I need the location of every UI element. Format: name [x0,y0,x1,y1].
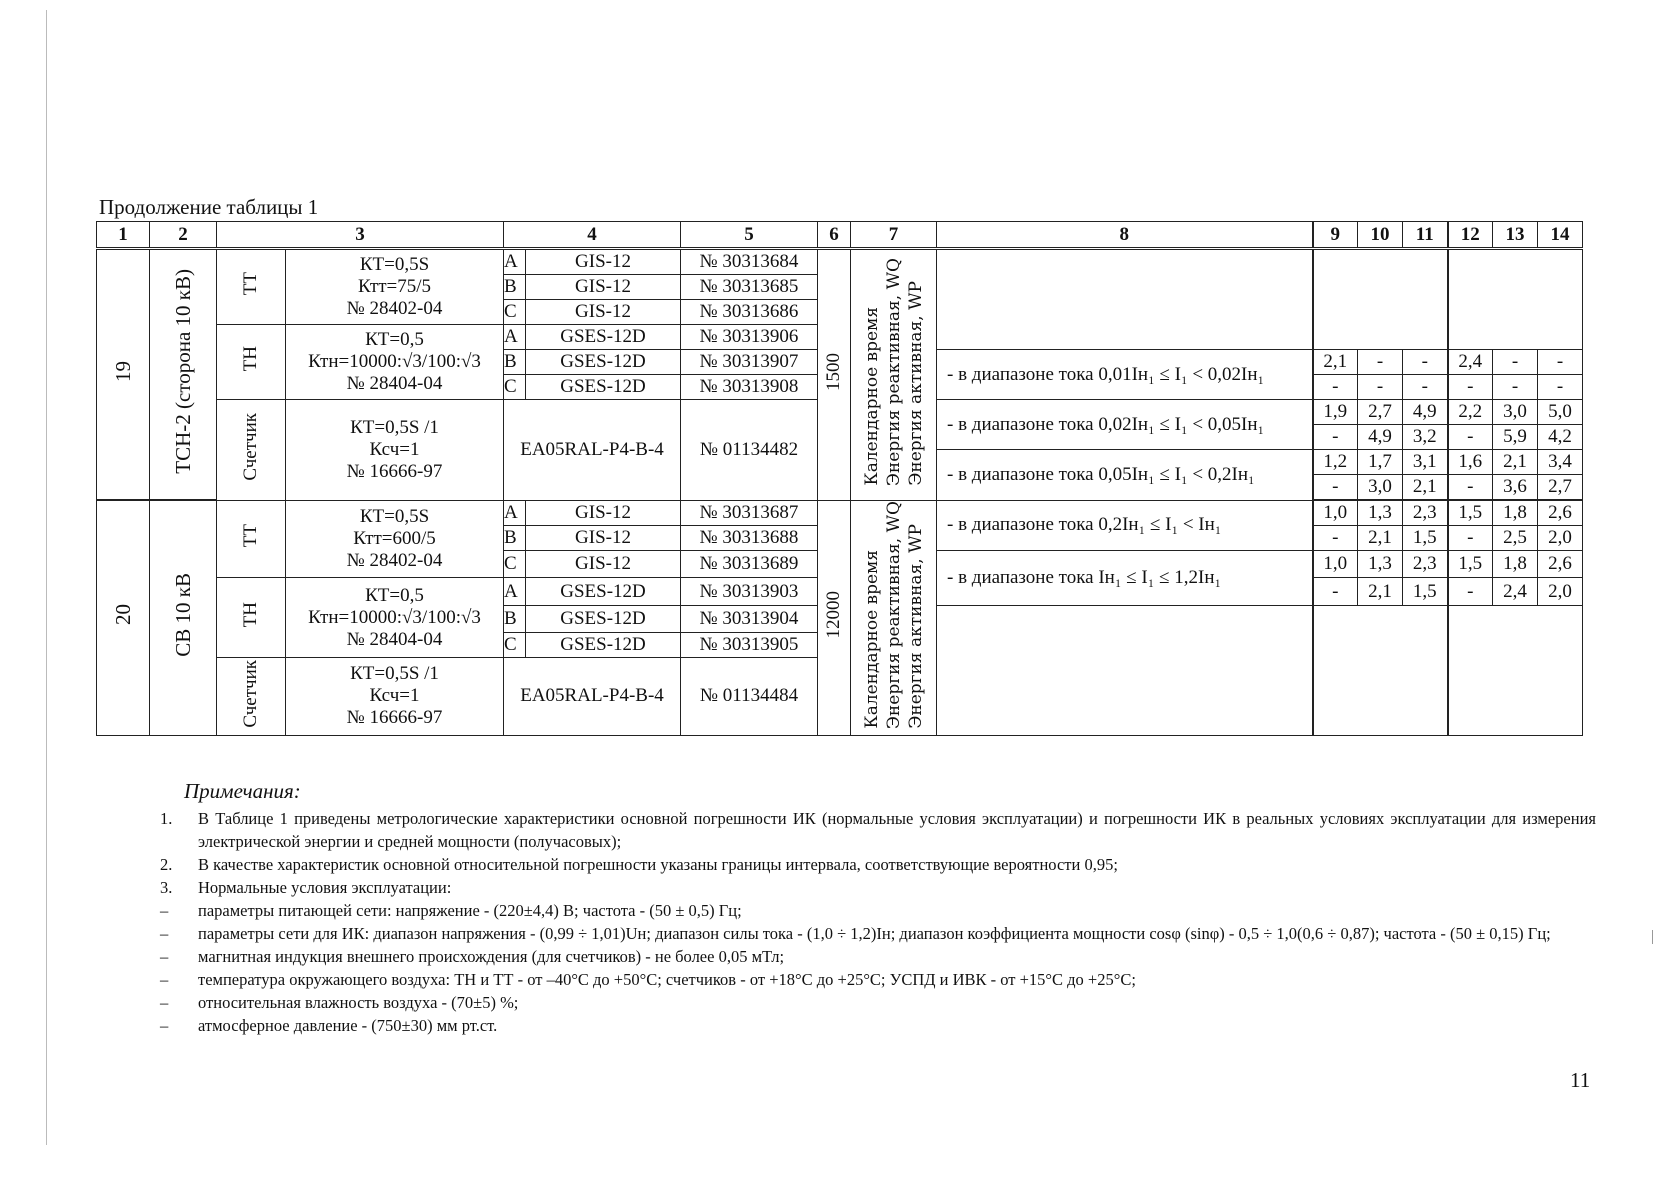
group-type: ТН [217,578,286,658]
value-cell: 1,5 [1403,578,1448,605]
current-range: - в диапазоне тока Iн₁ ≤ I₁ ≤ 1,2Iн₁ [937,551,1313,606]
range-empty [937,605,1313,735]
note-item: – атмосферное давление - (750±30) мм рт.ст. [160,1016,498,1035]
value-cell: 2,6 [1538,551,1583,578]
value-cell: 2,5 [1493,526,1538,551]
value-cell: 1,6 [1448,450,1493,475]
model: GIS-12 [526,500,681,526]
channel-name: ТСН-2 (сторона 10 кВ) [150,249,217,501]
value-cell: - [1313,425,1358,450]
value-cell: 2,0 [1538,578,1583,605]
value-cell: 4,9 [1358,425,1403,450]
serial: № 30313689 [681,551,818,578]
value-cell: 5,9 [1493,425,1538,450]
value-cell: - [1358,350,1403,375]
value-cell: - [1448,375,1493,400]
serial: № 30313687 [681,500,818,526]
value-cell: 3,6 [1493,475,1538,501]
note-item: – относительная влажность воздуха - (70±5) %; [160,993,519,1012]
note-item: – магнитная индукция внешнего происхождения (для счетчиков) - не более 0,05 мТл; [160,947,785,966]
col-header: 8 [937,222,1313,249]
model: GSES-12D [526,375,681,400]
margin-line [46,10,47,1145]
phase: C [504,551,526,578]
value-cell: 3,2 [1403,425,1448,450]
group-type: Счетчик [217,658,286,735]
group-params: КТ=0,5S Ктт=75/5 № 28402-04 [286,249,504,325]
model: GIS-12 [526,249,681,275]
channel-name: СВ 10 кВ [150,500,217,735]
values-empty [1313,249,1448,350]
value-cell: 2,6 [1538,500,1583,526]
value-cell: - [1313,578,1358,605]
current-range: - в диапазоне тока 0,05Iн₁ ≤ I₁ < 0,2Iн₁ [937,450,1313,501]
value-cell: - [1493,375,1538,400]
model: GIS-12 [526,275,681,300]
model: GIS-12 [526,300,681,325]
phase: A [504,500,526,526]
value-cell: - [1313,526,1358,551]
page-number: 11 [1570,1068,1591,1092]
value-cell: - [1313,475,1358,501]
model: GIS-12 [526,526,681,551]
measured-quantities: Календарное время Энергия реактивная, WQ Энергия активная, WP [851,249,937,501]
serial: № 30313906 [681,325,818,350]
value-cell: 3,1 [1403,450,1448,475]
group-params: КТ=0,5 Ктн=10000:√3/100:√3 № 28404-04 [286,325,504,400]
value-cell: - [1313,375,1358,400]
data-table [96,221,1583,736]
phase: C [504,633,526,658]
group-params: КТ=0,5 Ктн=10000:√3/100:√3 № 28404-04 [286,578,504,658]
group-type: ТН [217,325,286,400]
value-cell: 2,3 [1403,500,1448,526]
value-cell: 1,2 [1313,450,1358,475]
value-cell: 1,8 [1493,500,1538,526]
notes-title: Примечания: [184,779,301,803]
serial: № 01134482 [681,400,818,501]
note-item: 1. В Таблице 1 приведены метрологические характеристики основной погрешности ИК (нормальные условия эксплуатации) и погрешности ИК в реальных условиях эксплуатации для измерения электрической энергии и средней мощности (получасовых); [160,809,1596,851]
phase: B [504,350,526,375]
model: GSES-12D [526,325,681,350]
value-cell: - [1358,375,1403,400]
value-cell: 2,0 [1538,526,1583,551]
group-params: КТ=0,5S /1 Ксч=1 № 16666-97 [286,658,504,735]
note-item: – температура окружающего воздуха: ТН и ТТ - от –40°С до +50°С; счетчиков - от +18°С до +25°С; УСПД и ИВК - от +15°С до +25°С; [160,970,1136,989]
col-header: 1 [97,222,150,249]
table-caption: Продолжение таблицы 1 [99,195,319,219]
serial: № 30313685 [681,275,818,300]
col-header: 4 [504,222,681,249]
value-cell: 1,7 [1358,450,1403,475]
model: GIS-12 [526,551,681,578]
current-range: - в диапазоне тока 0,02Iн₁ ≤ I₁ < 0,05Iн₁ [937,400,1313,450]
header-row [97,222,1583,249]
coefficient: 1500 [818,249,851,501]
value-cell: - [1493,350,1538,375]
scan-mark [1652,930,1653,944]
phase: B [504,605,526,632]
channel-number: 20 [97,500,150,735]
col-header: 6 [818,222,851,249]
values-empty [1313,605,1448,735]
group-type: ТТ [217,249,286,325]
group-type: Счетчик [217,400,286,501]
value-cell: 2,1 [1358,526,1403,551]
model: GSES-12D [526,350,681,375]
col-header: 3 [217,222,504,249]
value-cell: - [1538,350,1583,375]
value-cell: 1,5 [1448,500,1493,526]
value-cell: 4,9 [1403,400,1448,425]
table-row [97,249,1583,275]
values-empty [1448,249,1583,350]
value-cell: 2,1 [1493,450,1538,475]
value-cell: 3,0 [1493,400,1538,425]
phase: C [504,375,526,400]
group-type: ТТ [217,500,286,578]
value-cell: 2,1 [1403,475,1448,501]
range-empty [937,249,1313,350]
value-cell: 2,4 [1448,350,1493,375]
serial: № 30313908 [681,375,818,400]
col-header: 9 [1313,222,1358,249]
measured-quantities: Календарное время Энергия реактивная, WQ Энергия активная, WP [851,500,937,735]
value-cell: - [1403,375,1448,400]
value-cell: 2,3 [1403,551,1448,578]
note-item: 2. В качестве характеристик основной относительной погрешности указаны границы интервала, соответствующие вероятности 0,95; [160,855,1118,874]
serial: № 30313907 [681,350,818,375]
table-row [97,500,1583,526]
model: GSES-12D [526,633,681,658]
value-cell: - [1448,425,1493,450]
channel-number: 19 [97,249,150,501]
current-range: - в диапазоне тока 0,01Iн₁ ≤ I₁ < 0,02Iн₁ [937,350,1313,400]
value-cell: 1,5 [1448,551,1493,578]
serial: № 30313686 [681,300,818,325]
value-cell: 2,2 [1448,400,1493,425]
value-cell: - [1538,375,1583,400]
model: EA05RAL-P4-B-4 [504,658,681,735]
serial: № 01134484 [681,658,818,735]
col-header: 2 [150,222,217,249]
serial: № 30313904 [681,605,818,632]
coefficient: 12000 [818,500,851,735]
value-cell: - [1448,578,1493,605]
value-cell: 1,8 [1493,551,1538,578]
model: EA05RAL-P4-B-4 [504,400,681,501]
phase: B [504,275,526,300]
value-cell: 3,0 [1358,475,1403,501]
group-params: КТ=0,5S /1 Ксч=1 № 16666-97 [286,400,504,501]
serial: № 30313688 [681,526,818,551]
value-cell: - [1403,350,1448,375]
col-header: 11 [1403,222,1448,249]
note-item: – параметры сети для ИК: диапазон напряжения - (0,99 ÷ 1,01)Uн; диапазон силы тока - (1,0 ÷ 1,2)Iн; диапазон коэффициента мощности cosφ (sinφ) - 0,5 ÷ 1,0(0,6 ÷ 0,87); частота - (50 ± 0,15) Гц; [160,924,1551,943]
model: GSES-12D [526,578,681,605]
col-header: 10 [1358,222,1403,249]
value-cell: 1,9 [1313,400,1358,425]
value-cell: 1,3 [1358,500,1403,526]
value-cell: - [1448,526,1493,551]
col-header: 7 [851,222,937,249]
serial: № 30313903 [681,578,818,605]
phase: A [504,578,526,605]
value-cell: 2,4 [1493,578,1538,605]
phase: A [504,249,526,275]
value-cell: 2,7 [1358,400,1403,425]
value-cell: - [1448,475,1493,501]
notes-section [160,780,1596,1037]
serial: № 30313684 [681,249,818,275]
note-item: – параметры питающей сети: напряжение - (220±4,4) В; частота - (50 ± 0,5) Гц; [160,901,742,920]
phase: B [504,526,526,551]
value-cell: 1,0 [1313,551,1358,578]
value-cell: 5,0 [1538,400,1583,425]
serial: № 30313905 [681,633,818,658]
value-cell: 1,5 [1403,526,1448,551]
value-cell: 2,1 [1358,578,1403,605]
value-cell: 3,4 [1538,450,1583,475]
col-header: 14 [1538,222,1583,249]
value-cell: 1,3 [1358,551,1403,578]
phase: C [504,300,526,325]
value-cell: 1,0 [1313,500,1358,526]
col-header: 13 [1493,222,1538,249]
value-cell: 2,7 [1538,475,1583,501]
values-empty [1448,605,1583,735]
current-range: - в диапазоне тока 0,2Iн₁ ≤ I₁ < Iн₁ [937,500,1313,551]
value-cell: 2,1 [1313,350,1358,375]
model: GSES-12D [526,605,681,632]
group-params: КТ=0,5S Ктт=600/5 № 28402-04 [286,500,504,578]
col-header: 5 [681,222,818,249]
value-cell: 4,2 [1538,425,1583,450]
col-header: 12 [1448,222,1493,249]
note-item: 3. Нормальные условия эксплуатации: [160,878,452,897]
phase: A [504,325,526,350]
